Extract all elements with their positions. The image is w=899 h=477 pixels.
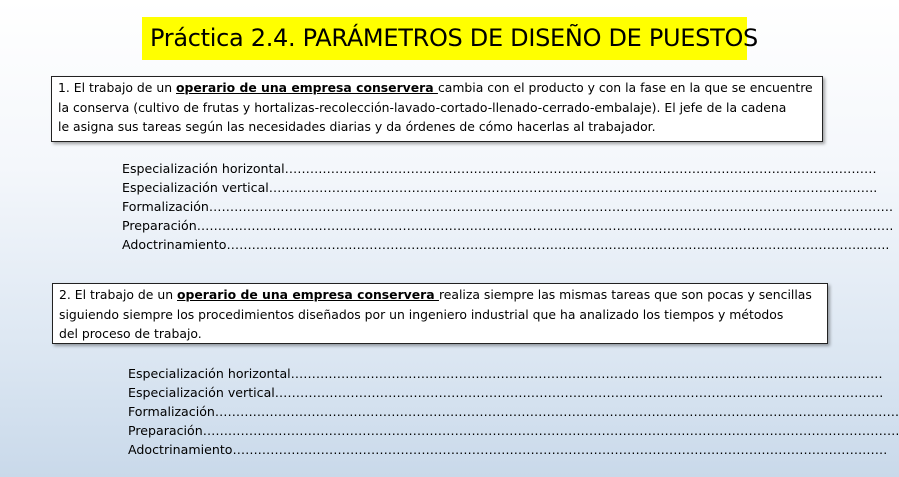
- case-2-line-3: del proceso de trabajo.: [59, 326, 202, 341]
- list-2-indoctrination: Adoctrinamiento…………………………………………………………………………………………………………………………………………: [128, 441, 888, 457]
- case-2-suffix: realiza siempre las mismas tareas que son pocas y sencillas: [438, 287, 812, 302]
- list-1-indoctrination: Adoctrinamiento…………………………………………………………………………………………………………………………………………..: [122, 236, 890, 252]
- case-1-emphasis: operario de una empresa conservera: [176, 80, 438, 95]
- case-1-suffix: cambia con el producto y con la fase en la que se encuentre: [437, 80, 813, 95]
- case-2-line-1: [59, 285, 821, 305]
- case-2-box: [52, 283, 828, 344]
- list-1-preparation: Preparación………………………………………………………………………………………………………………………………………………….: [122, 217, 894, 233]
- list-1-horizontal-specialization: Especialización horizontal……………………………………………………………………………………………………………………………: [122, 161, 877, 176]
- list-1-formalization: Formalización……………………………………………………………………………………………………………………………………………….: [122, 198, 893, 214]
- list-1-vertical-specialization: Especialización vertical……………………………………………………………………………………………………………………………….: [122, 179, 878, 195]
- case-1-line-3: le asigna sus tareas según las necesidades diarias y da órdenes de cómo hacerlas al trabajador.: [58, 119, 656, 134]
- case-1-line-1: [58, 78, 816, 98]
- case-2-prefix: 2. El trabajo de un: [59, 287, 178, 302]
- case-2-emphasis: operario de una empresa conservera: [177, 287, 439, 302]
- case-1-prefix: 1. El trabajo de un: [58, 80, 177, 95]
- list-2-preparation: Preparación………………………………………………………………………………………………………………………………………………….: [128, 422, 899, 438]
- list-2-horizontal-specialization: Especialización horizontal……………………………………………………………………………………………………………………………: [128, 366, 883, 381]
- case-2-line-2: siguiendo siempre los procedimientos diseñados por un ingeniero industrial que ha analizado los tiempos y métodos: [59, 306, 784, 322]
- slide-title: Práctica 2.4. PARÁMETROS DE DISEÑO DE PUESTOS: [142, 17, 747, 60]
- parameters-list-2: [128, 365, 899, 460]
- list-2-vertical-specialization: Especialización vertical……………………………………………………………………………………………………………………………….: [128, 384, 884, 400]
- case-1-line-2: la conserva (cultivo de frutas y hortalizas-recolección-lavado-cortado-llenado-cerrado-embalaje). El jefe de la cadena: [58, 99, 787, 115]
- list-2-formalization: Formalización……………………………………………………………………………………………………………………………………………….: [128, 403, 899, 419]
- case-1-box: [51, 76, 823, 142]
- parameters-list-1: [122, 160, 894, 255]
